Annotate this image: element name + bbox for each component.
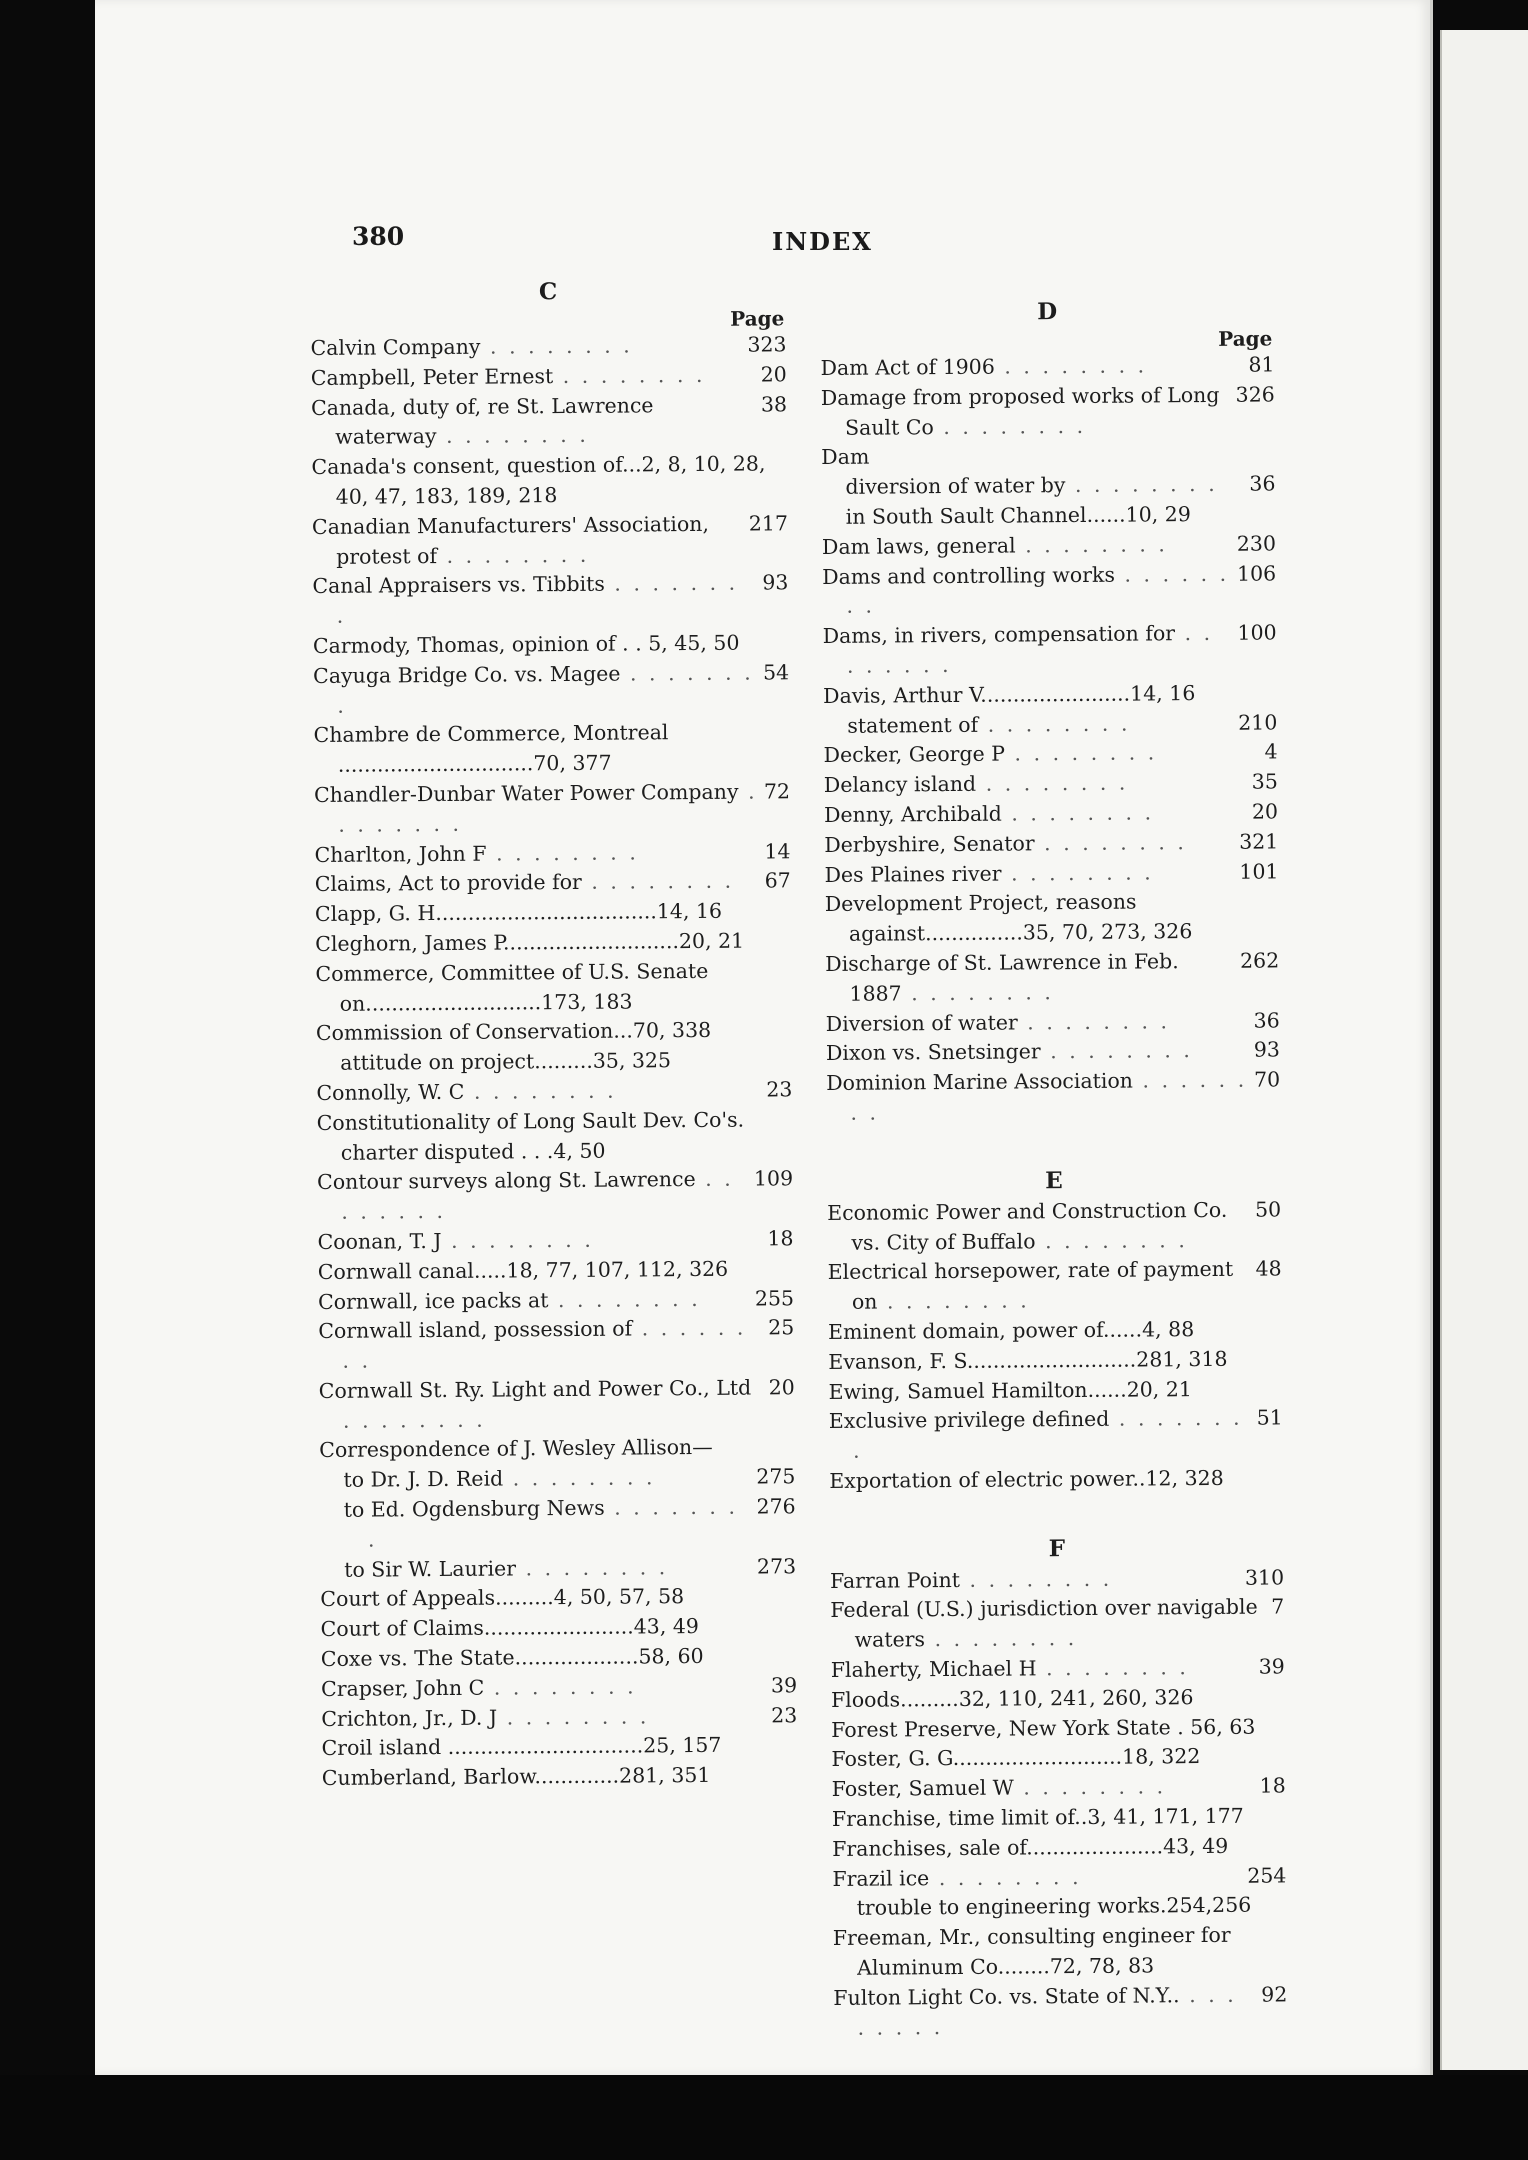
index-entry bbox=[832, 1831, 1286, 1864]
index-entry bbox=[318, 1314, 794, 1377]
index-entry bbox=[318, 1254, 794, 1288]
index-entry-text: Franchise, time limit of..3, 41, 171, 177 bbox=[831, 1803, 1244, 1832]
index-entry bbox=[824, 768, 1278, 801]
index-entry-text: Federal (U.S.) jurisdiction over navigable waters bbox=[830, 1595, 1258, 1653]
index-entry bbox=[320, 1492, 796, 1555]
index-entry-text: Canada, duty of, re St. Lawrence waterway bbox=[310, 392, 654, 450]
index-entry bbox=[321, 1611, 797, 1645]
index-entry-page: 20 bbox=[763, 1373, 795, 1403]
leader-dots: . . . . . . . . bbox=[933, 413, 1087, 439]
index-entry bbox=[321, 1731, 797, 1765]
index-entry bbox=[312, 509, 788, 572]
index-entry-text: Clapp, G. H..................................14, 16 bbox=[314, 898, 723, 927]
index-entry-text: Freeman, Mr., consulting engineer for Aluminum Co........72, 78, 83 bbox=[832, 1923, 1231, 1980]
index-entry bbox=[821, 380, 1275, 443]
index-entry-text: Calvin Company bbox=[310, 334, 481, 360]
leader-dots: . . . . . . . . bbox=[1004, 740, 1158, 766]
index-entry-text: Flaherty, Michael H bbox=[830, 1656, 1037, 1683]
leader-dots: . . . . . . . . bbox=[1013, 1774, 1167, 1800]
index-entry-text: to Sir W. Laurier bbox=[344, 1556, 517, 1582]
leader-dots: . . . . . . . . bbox=[994, 353, 1148, 379]
index-entry-text: Croil island ..............................25, 157 bbox=[321, 1733, 722, 1761]
leader-dots: . . . . . . . . bbox=[342, 1315, 747, 1373]
leader-dots: . . . . . . . . bbox=[846, 621, 1214, 678]
index-entry-text: Cleghorn, James P...........................20, 21 bbox=[315, 928, 745, 956]
leader-dots: . . . . . . . . bbox=[341, 1167, 734, 1224]
index-entry bbox=[822, 499, 1276, 532]
index-entry-page: 310 bbox=[1239, 1563, 1284, 1593]
index-entry-page: 23 bbox=[760, 1075, 792, 1105]
index-entry-text: Claims, Act to provide for bbox=[314, 870, 582, 897]
index-entry-text: Commerce, Committee of U.S. Senate on...........................173, 183 bbox=[315, 958, 709, 1016]
right-index-column bbox=[820, 294, 1288, 2043]
index-entry bbox=[828, 1314, 1282, 1347]
index-entry-page: 101 bbox=[1233, 857, 1278, 887]
index-entry bbox=[315, 867, 791, 901]
index-entry bbox=[823, 619, 1277, 682]
index-entry bbox=[831, 1742, 1285, 1775]
index-entry-page: 109 bbox=[748, 1165, 793, 1195]
index-entry-text: Diversion of water bbox=[825, 1010, 1018, 1036]
index-entry-page: 70 bbox=[1248, 1066, 1280, 1096]
index-entry-text: Discharge of St. Lawrence in Feb. 1887 bbox=[825, 949, 1179, 1006]
index-entry bbox=[825, 887, 1279, 950]
index-entry-page: 210 bbox=[1232, 708, 1277, 738]
index-entry bbox=[311, 390, 787, 453]
index-entry-text: Contour surveys along St. Lawrence bbox=[317, 1167, 696, 1195]
page-number: 380 bbox=[352, 222, 405, 251]
index-entry-text: Fulton Light Co. vs. State of N.Y.. bbox=[833, 1983, 1180, 2010]
index-entry bbox=[831, 1682, 1285, 1715]
leader-dots: . . . . . . . . bbox=[464, 1078, 617, 1104]
index-entry-page: 326 bbox=[1230, 380, 1275, 410]
index-entry-page: 275 bbox=[750, 1463, 795, 1493]
index-entry bbox=[321, 1671, 797, 1705]
index-entry bbox=[317, 1165, 793, 1228]
index-entry bbox=[823, 738, 1277, 771]
leader-dots: . . . . . . . . bbox=[497, 1704, 650, 1730]
index-entry-text: Campbell, Peter Ernest bbox=[310, 363, 554, 390]
index-entry-page: 217 bbox=[743, 509, 788, 539]
index-entry bbox=[317, 1105, 793, 1168]
index-entry-page: 39 bbox=[1253, 1652, 1285, 1682]
index-entry bbox=[310, 330, 786, 364]
index-entry-page: 18 bbox=[1253, 1772, 1285, 1802]
index-entry bbox=[321, 1641, 797, 1675]
index-entry-text: Charlton, John F bbox=[314, 841, 487, 867]
index-entry-text: Carmody, Thomas, opinion of . . 5, 45, 50 bbox=[312, 630, 740, 658]
index-entry bbox=[317, 1224, 793, 1258]
index-entry-text: Derbyshire, Senator bbox=[824, 831, 1035, 857]
index-entry-page: 323 bbox=[741, 330, 786, 360]
index-entry-text: Davis, Arthur V.......................14, 16 bbox=[823, 680, 1196, 708]
scan-border bbox=[0, 2075, 1528, 2160]
index-entry-page: 20 bbox=[1246, 797, 1278, 827]
index-entry bbox=[316, 1075, 792, 1109]
index-entry-page: 321 bbox=[1233, 827, 1278, 857]
index-entry-page: 23 bbox=[765, 1701, 797, 1731]
index-entry bbox=[832, 1772, 1286, 1805]
index-entry-page: 50 bbox=[1249, 1195, 1281, 1225]
index-entry bbox=[316, 1016, 792, 1050]
index-entry-page: 25 bbox=[762, 1314, 794, 1344]
index-entry bbox=[312, 569, 788, 632]
index-entry-page: 92 bbox=[1255, 1980, 1287, 2010]
index-entry-text: Cornwall, ice packs at bbox=[317, 1287, 549, 1314]
leader-dots: . . . . . . . . bbox=[1036, 1655, 1189, 1681]
index-entry-page: 230 bbox=[1231, 529, 1276, 559]
index-entry-text: Development Project, reasons against...............35, 70, 273, 326 bbox=[824, 889, 1193, 946]
index-entry-page: 35 bbox=[1246, 768, 1278, 798]
index-entry-text: attitude on project.........35, 325 bbox=[340, 1048, 672, 1075]
index-entry-text: Damage from proposed works of Long Sault Co bbox=[820, 382, 1220, 440]
index-entry bbox=[828, 1344, 1282, 1377]
index-entry-page: 20 bbox=[755, 360, 787, 390]
index-entry bbox=[322, 1760, 798, 1794]
index-entry-text: Crichton, Jr., D. J bbox=[321, 1705, 498, 1731]
index-entry-text: Cornwall canal.....18, 77, 107, 112, 326 bbox=[317, 1256, 729, 1284]
index-entry-page: 4 bbox=[1258, 738, 1277, 768]
index-entry-page: 36 bbox=[1247, 1006, 1279, 1036]
index-entry-page: 93 bbox=[1248, 1036, 1280, 1066]
index-entry bbox=[315, 926, 791, 960]
index-entry bbox=[830, 1563, 1284, 1596]
index-entry bbox=[825, 946, 1279, 1009]
index-entry bbox=[314, 837, 790, 871]
index-entry bbox=[318, 1284, 794, 1318]
index-entry-text: Dam bbox=[821, 445, 870, 470]
index-entry bbox=[826, 1066, 1280, 1129]
index-entry bbox=[821, 470, 1275, 503]
leader-dots: . . . . . . . . bbox=[901, 979, 1054, 1006]
index-entry bbox=[829, 1463, 1283, 1496]
section-spacer bbox=[829, 1493, 1283, 1535]
leader-dots: . . . . . . . . bbox=[850, 1067, 1248, 1125]
index-entry-page: 255 bbox=[749, 1284, 794, 1314]
index-entry bbox=[827, 1195, 1281, 1258]
index-entry-text: Court of Appeals.........4, 50, 57, 58 bbox=[320, 1584, 685, 1612]
index-entry bbox=[319, 1373, 795, 1436]
index-entry-text: Constitutionality of Long Sault Dev. Co's. charter disputed . . .4, 50 bbox=[316, 1107, 745, 1165]
index-entry-text: Denny, Archibald bbox=[823, 801, 1002, 827]
index-entry-text: Cayuga Bridge Co. vs. Magee bbox=[313, 661, 621, 688]
index-entry-text: Forest Preserve, New York State . 56, 63 bbox=[831, 1714, 1256, 1742]
index-entry bbox=[833, 1980, 1287, 2043]
index-entry-text: Exportation of electric power..12, 328 bbox=[829, 1465, 1224, 1493]
section-letter: E bbox=[1045, 1166, 1063, 1194]
index-entry bbox=[315, 956, 791, 1019]
index-entry-text: Dams, in rivers, compensation for bbox=[822, 621, 1176, 649]
leader-dots: . . . . . . . . bbox=[1065, 472, 1218, 498]
index-entry bbox=[833, 1921, 1287, 1984]
index-entry-text: trouble to engineering works.254,256 bbox=[856, 1893, 1252, 1921]
leader-dots: . . . . . . . . bbox=[1034, 829, 1187, 856]
index-entry bbox=[828, 1374, 1282, 1407]
index-entry-text: Delancy island bbox=[823, 771, 977, 798]
index-entry-page: 93 bbox=[756, 569, 788, 599]
index-entry-text: Coxe vs. The State...................58, 60 bbox=[320, 1644, 704, 1672]
index-entry-text: Cumberland, Barlow.............281, 351 bbox=[321, 1763, 711, 1791]
leader-dots: . . . . . . . . bbox=[852, 1406, 1243, 1463]
section-letter: C bbox=[538, 278, 558, 306]
index-entry bbox=[313, 628, 789, 662]
index-entry-text: to Dr. J. D. Reid bbox=[343, 1466, 504, 1493]
index-entry-text: Evanson, F. S..........................281, 318 bbox=[828, 1346, 1228, 1374]
index-entry-text: Canadian Manufacturers' Association, protest of bbox=[311, 511, 710, 569]
leader-dots: . . . . . . . . bbox=[441, 1227, 594, 1253]
index-entry bbox=[314, 777, 790, 840]
leader-dots: . . . . . . . . bbox=[976, 770, 1129, 796]
leader-dots: . . . . . . . . bbox=[553, 362, 706, 388]
index-entry bbox=[320, 1552, 796, 1586]
index-entry bbox=[821, 440, 1275, 473]
index-entry-text: Ewing, Samuel Hamilton......20, 21 bbox=[828, 1376, 1192, 1404]
leader-dots: . . . . . . . . bbox=[486, 839, 639, 866]
index-entry-text: Frazil ice bbox=[832, 1865, 930, 1891]
index-entry bbox=[824, 827, 1278, 860]
index-entry bbox=[826, 1036, 1280, 1069]
left-index-column bbox=[310, 274, 798, 1794]
index-entry-text: Coonan, T. J bbox=[317, 1228, 442, 1254]
index-entry bbox=[823, 708, 1277, 741]
index-entry bbox=[319, 1433, 795, 1467]
index-entry-text: to Ed. Ogdensburg News bbox=[343, 1495, 605, 1522]
index-entry-text: Dam Act of 1906 bbox=[820, 354, 995, 380]
index-entry bbox=[321, 1701, 797, 1735]
leader-dots: . . . . . . . . bbox=[978, 711, 1131, 737]
index-entry bbox=[822, 529, 1276, 562]
running-head: INDEX bbox=[772, 227, 873, 256]
leader-dots: . . . . . . . . bbox=[1017, 1008, 1171, 1035]
leader-dots: . . . . . . . . bbox=[929, 1864, 1082, 1890]
index-entry bbox=[822, 559, 1276, 622]
page-column-label: Page bbox=[730, 306, 785, 331]
leader-dots: . . . . . . . . bbox=[367, 1494, 739, 1552]
index-entry-page: 38 bbox=[755, 390, 787, 420]
index-entry bbox=[824, 857, 1278, 890]
index-entry-page: 14 bbox=[758, 837, 790, 867]
index-entry bbox=[833, 1891, 1287, 1924]
leader-dots: . . . . . . . . bbox=[337, 660, 754, 718]
index-entry-page: 18 bbox=[761, 1224, 793, 1254]
section-letter: F bbox=[1048, 1534, 1066, 1562]
index-entry-text: Cornwall St. Ry. Light and Power Co., Ltd bbox=[318, 1375, 752, 1403]
index-entry-text: Dixon vs. Snetsinger bbox=[825, 1039, 1041, 1066]
index-entry-page: 100 bbox=[1231, 619, 1276, 649]
index-entry-page: 54 bbox=[757, 658, 789, 688]
index-entry-text: Crapser, John C bbox=[320, 1675, 485, 1701]
index-entry-text: statement of bbox=[847, 712, 979, 738]
index-entry-page: 81 bbox=[1242, 350, 1274, 380]
leader-dots: . . . . . . . . bbox=[436, 542, 590, 568]
index-entry bbox=[831, 1652, 1285, 1685]
index-entry-text: Correspondence of J. Wesley Allison— bbox=[319, 1435, 713, 1463]
page-column-label: Page bbox=[1218, 326, 1273, 351]
index-entry-page: 254 bbox=[1241, 1861, 1286, 1891]
index-entry bbox=[311, 360, 787, 394]
index-entry bbox=[319, 1463, 795, 1497]
leader-dots: . . . . . . . . bbox=[342, 1407, 486, 1433]
index-entry bbox=[832, 1861, 1286, 1894]
index-entry-text: Chandler-Dunbar Water Power Company bbox=[313, 779, 739, 807]
index-entry-page: 276 bbox=[750, 1492, 795, 1522]
index-entry-text: Cornwall island, possession of bbox=[318, 1316, 633, 1344]
index-entry-text: Electrical horsepower, rate of payment on bbox=[827, 1257, 1234, 1314]
index-entry-text: Eminent domain, power of......4, 88 bbox=[828, 1316, 1195, 1344]
index-entry-page: 7 bbox=[1265, 1593, 1284, 1623]
index-entry-text: Dam laws, general bbox=[821, 533, 1016, 559]
index-entry-page: 262 bbox=[1234, 946, 1279, 976]
index-entry-text: Court of Claims.......................43, 49 bbox=[320, 1614, 699, 1642]
index-entry-text: Chambre de Commerce, Montreal ..............................70, 377 bbox=[313, 720, 669, 777]
index-entry bbox=[311, 449, 787, 512]
index-entry-text: Canal Appraisers vs. Tibbits bbox=[312, 572, 605, 599]
leader-dots: . . . . . . . . bbox=[484, 1674, 637, 1700]
leader-dots: . . . . . . . . bbox=[503, 1465, 656, 1491]
section-letter: D bbox=[1037, 298, 1058, 326]
index-entry bbox=[313, 718, 789, 781]
index-entry bbox=[828, 1255, 1282, 1318]
leader-dots: . . . . . . . . bbox=[1040, 1038, 1193, 1064]
index-entry-text: Commission of Conservation...70, 338 bbox=[315, 1018, 712, 1046]
leader-dots: . . . . . . . . bbox=[581, 869, 735, 895]
index-entry bbox=[832, 1801, 1286, 1834]
leader-dots: . . . . . . . . bbox=[877, 1288, 1030, 1314]
index-entry-page: 48 bbox=[1249, 1255, 1281, 1285]
index-entry-page: 106 bbox=[1231, 559, 1276, 589]
leader-dots: . . . . . . . . bbox=[480, 333, 633, 359]
index-entry-page: 273 bbox=[751, 1552, 796, 1582]
index-entry-text: Farran Point bbox=[829, 1567, 961, 1593]
index-entry-text: Decker, George P bbox=[823, 741, 1006, 768]
index-entry-page: 72 bbox=[758, 777, 790, 807]
index-entry-text: Dominion Marine Association bbox=[826, 1068, 1134, 1096]
index-entry bbox=[315, 896, 791, 930]
section-spacer bbox=[827, 1125, 1281, 1167]
leader-dots: . . . . . . . . bbox=[338, 779, 758, 837]
index-entry bbox=[831, 1712, 1285, 1745]
leader-dots: . . . . . . . . bbox=[515, 1554, 669, 1581]
index-entry-text: Dams and controlling works bbox=[822, 562, 1116, 589]
index-entry-text: Foster, G. G..........................18, 322 bbox=[831, 1744, 1201, 1772]
index-entry-page: 36 bbox=[1243, 470, 1275, 500]
index-entry bbox=[313, 658, 789, 721]
leader-dots: . . . . . . . . bbox=[336, 571, 739, 628]
index-entry bbox=[320, 1582, 796, 1616]
leader-dots: . . . . . . . . bbox=[548, 1286, 701, 1312]
leader-dots: . . . . . . . . bbox=[1001, 859, 1154, 886]
leader-dots: . . . . . . . . bbox=[857, 1982, 1237, 2040]
index-entry bbox=[820, 350, 1274, 383]
index-entry bbox=[824, 797, 1278, 830]
leader-dots: . . . . . . . . bbox=[1015, 532, 1168, 558]
leader-dots: . . . . . . . . bbox=[1035, 1227, 1188, 1253]
leader-dots: . . . . . . . . bbox=[846, 561, 1230, 619]
index-entry bbox=[826, 1006, 1280, 1039]
index-entry bbox=[823, 678, 1277, 711]
index-entry-page: 39 bbox=[765, 1671, 797, 1701]
index-entry-page: 51 bbox=[1251, 1404, 1283, 1434]
index-entry bbox=[830, 1593, 1284, 1656]
index-entry-text: diversion of water by bbox=[845, 473, 1066, 499]
index-entry-text: Canada's consent, question of...2, 8, 10, 28, 40, 47, 183, 189, 218 bbox=[311, 451, 766, 509]
leader-dots: . . . . . . . . bbox=[1001, 800, 1155, 826]
index-entry-page: 67 bbox=[759, 867, 791, 897]
index-entry-text: in South Sault Channel......10, 29 bbox=[845, 502, 1191, 529]
index-entry-text: Floods.........32, 110, 241, 260, 326 bbox=[830, 1684, 1194, 1712]
index-entry bbox=[316, 1045, 792, 1079]
leader-dots: . . . . . . . . bbox=[959, 1566, 1113, 1592]
index-entry-text: Connolly, W. C bbox=[316, 1079, 465, 1105]
leader-dots: . . . . . . . . bbox=[924, 1626, 1078, 1652]
index-entry-text: Exclusive privilege defined bbox=[828, 1407, 1110, 1434]
facing-page-edge bbox=[1440, 30, 1528, 2070]
index-entry-text: Economic Power and Construction Co. vs. City of Buffalo bbox=[827, 1197, 1228, 1255]
index-entry-text: Franchises, sale of.....................43, 49 bbox=[832, 1833, 1229, 1861]
index-entry-text: Des Plaines river bbox=[824, 861, 1002, 887]
leader-dots: . . . . . . . . bbox=[436, 423, 589, 449]
index-entry bbox=[829, 1404, 1283, 1467]
index-entry-text: Foster, Samuel W bbox=[831, 1775, 1014, 1802]
